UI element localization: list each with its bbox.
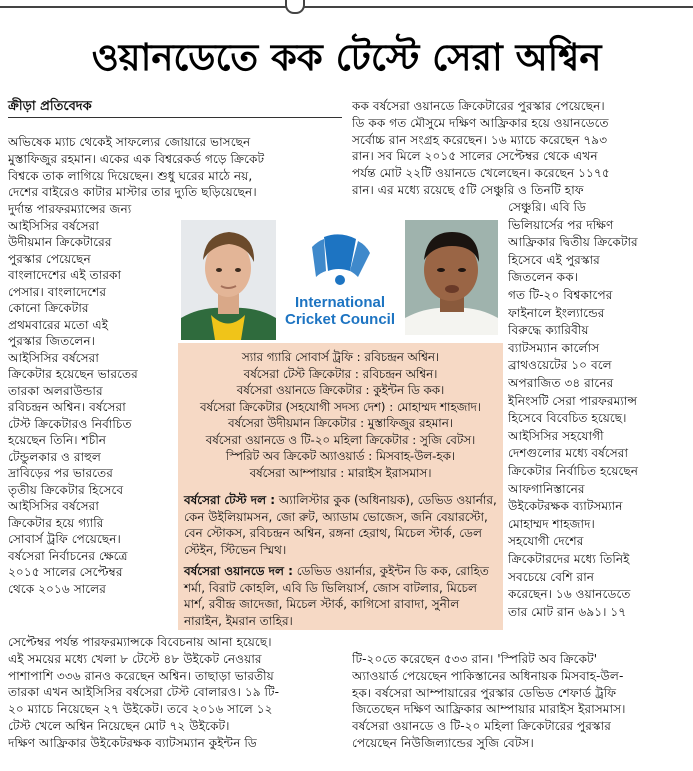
byline-rule xyxy=(8,117,342,118)
text-line: ব্রাথওয়েটের ১০ বলে xyxy=(508,358,612,373)
text-line: ক্রিকেটারদের মধ্যে তিনিই xyxy=(508,552,630,566)
text-line: প্রথমবারের মতো এই xyxy=(8,317,109,332)
text-line: দ্রাবিড়ের পর ভারতের xyxy=(8,466,113,480)
text-line: অ্যাওয়ার্ড পেয়েছেন পাকিস্তানের অধিনায়ক মিসবাহ-উল- xyxy=(352,668,624,683)
award-line: বর্ষসেরা আম্পায়ার : মারাইস ইরাসমাস। xyxy=(249,465,432,480)
text-line: আইসিসির বর্ষসেরা xyxy=(8,218,99,233)
text-line: উদীয়মান ক্রিকেটারের xyxy=(8,235,112,249)
text-line: তারকা অলরাউন্ডার xyxy=(8,383,103,398)
byline: ক্রীড়া প্রতিবেদক xyxy=(8,99,92,114)
test-team-block xyxy=(184,492,497,558)
test-team-line: অ্যালিস্টার কুক (অধিনায়ক), ডেভিড ওয়ার্নার, xyxy=(275,493,497,507)
award-line: বর্ষসেরা উদীয়মান ক্রিকেটার : মুস্তাফিজুর রহমান। xyxy=(228,416,453,430)
text-line: ক্রিকেটার নির্বাচিত হয়েছেন xyxy=(508,464,639,478)
odi-team-line: নারাইন, ইমরান তাহির। xyxy=(184,613,293,628)
text-line: রান। সব মিলে ২০১৫ সালের সেপ্টেম্বর থেকে এখন xyxy=(352,149,598,164)
text-line: তৃতীয় ক্রিকেটার হিসেবে xyxy=(8,482,124,497)
text-line: তার মোট রান ৬৯১। ১৭ xyxy=(508,604,627,619)
text-line: হক। বর্ষসেরা আম্পায়ারের পুরস্কার ডেভিড শেফার্ড ট্রফি xyxy=(352,685,617,700)
odi-team-label: বর্ষসেরা ওয়ানডে দল : xyxy=(184,564,293,578)
text-line: সেপ্টেম্বর পর্যন্ত পারফরম্যান্সকে বিবেচনায় আনা হয়েছে। xyxy=(8,635,272,649)
headline: ওয়ানডেতে কক টেস্টে সেরা অশ্বিন xyxy=(91,36,602,79)
text-line: আফ্রিকার দ্বিতীয় ক্রিকেটার xyxy=(508,235,638,250)
text-line: সর্বোচ্চ রান সংগ্রহ করেছেন। ১৬ ম্যাচে করেছেন ৭৯৩ xyxy=(352,132,608,147)
text-line: অভিষেক ম্যাচ থেকেই সাফল্যের জোয়ারে ভাসছেন xyxy=(8,135,251,149)
text-line: আইসিসির বর্ষসেরা xyxy=(8,350,99,365)
award-line: বর্ষসেরা ওয়ানডে ও টি-২০ মহিলা ক্রিকেটার : সুজি বেটস। xyxy=(205,432,476,447)
text-line: পেসার। বাংলাদেশের xyxy=(8,284,107,299)
page-tab-marker xyxy=(285,0,305,14)
odi-team-block xyxy=(184,563,489,629)
text-line: সহযোগী দেশের xyxy=(508,534,584,549)
text-line: বর্ষসেরা নির্বাচনের ক্ষেত্রে xyxy=(8,548,128,563)
award-line: স্পিরিট অব ক্রিকেট অ্যাওয়ার্ড : মিসবাহ-উল-হক। xyxy=(225,449,456,463)
text-line: ক্রিকেটার হয়েছেন ভারতের xyxy=(8,367,138,381)
text-line: টেস্ট খেলে অশ্বিন নিয়েছেন মোট ৭২ উইকেট। xyxy=(8,719,230,733)
text-line: বর্ষসেরা ওয়ানডে ও টি-২০ মহিলা ক্রিকেটারের পুরস্কার xyxy=(352,719,611,734)
text-line: ২০ ম্যাচে নিয়েছেন ২৭ উইকেট। তবে ২০১৬ সালে ১২ xyxy=(8,702,273,717)
text-line: আইসিসির সহযোগী xyxy=(508,428,604,443)
text-line: দুর্দান্ত পারফরম্যান্সের জন্য xyxy=(8,202,132,216)
text-line: টি-২০তে করেছেন ৫৩৩ রান। 'স্পিরিট অব ক্রিকেট' xyxy=(352,652,598,666)
text-line: থেকে ২০১৬ সালের xyxy=(8,581,106,596)
text-line: ক্রিকেটার হয়ে গ্যারি xyxy=(8,515,104,530)
text-line: তারকা এখন আইসিসির বর্ষসেরা টেস্ট বোলারও। ১৯ টি- xyxy=(8,685,280,700)
text-line: হিসেবে এই পুরস্কার xyxy=(508,252,600,267)
text-line: বিশ্বকে তাক লাগিয়ে দিয়েছেন। শুধু ঘরের মাঠে নয়, xyxy=(8,168,253,183)
text-line: সেঞ্চুরি। এবি ডি xyxy=(508,200,586,214)
text-line: রান। এর মধ্যে রয়েছে ৫টি সেঞ্চুরি ও তিনটি হাফ xyxy=(352,183,584,197)
icc-logo-line2: Cricket Council xyxy=(284,311,396,328)
text-line: আফগানিস্তানের xyxy=(508,481,585,496)
test-team-label: বর্ষসেরা টেস্ট দল : xyxy=(184,493,276,507)
text-line: দক্ষিণ আফ্রিকার উইকেটরক্ষক ব্যাটসম্যান কুইন্টন ডি xyxy=(8,735,257,750)
text-line: আইসিসির বর্ষসেরা xyxy=(8,499,99,513)
text-line: জিতেছেন দক্ষিণ আফ্রিকার আম্পায়ার মারাইস ইরাসমাস। xyxy=(352,702,626,717)
text-line: উইকেটরক্ষক ব্যাটসম্যান xyxy=(508,499,623,514)
text-line: পর্যন্ত মোট ২২টি ওয়ানডে খেলেছেন। করেছেন ১১৭৫ xyxy=(352,166,610,181)
icc-logo-line1: International xyxy=(294,294,386,311)
text-line: দেশগুলোর মধ্যে বর্ষসেরা xyxy=(508,446,629,461)
odi-team-line: ডেভিড ওয়ার্নার, কুইন্টন ডি কক, রোহিত xyxy=(292,564,489,578)
text-line: কোনো ক্রিকেটার xyxy=(8,301,89,315)
icc-logo xyxy=(278,225,403,335)
odi-team-line: শর্মা, বিরাট কোহলি, এবি ডি ভিলিয়ার্স, জোস বাটলার, মিচেল xyxy=(184,580,477,595)
text-line: টেন্ডুলকার ও রাহুল xyxy=(8,449,101,464)
text-line: কক বর্ষসেরা ওয়ানডে ক্রিকেটারের পুরস্কার পেয়েছেন। xyxy=(352,99,605,113)
text-line: ব্যাটসম্যান কার্লোস xyxy=(508,340,600,355)
award-line: স্যার গ্যারি সোবার্স ট্রফি : রবিচন্দ্রন অশ্বিন। xyxy=(241,350,440,364)
test-team-line: বেন স্টোকস, রবিচন্দ্রন অশ্বিন, রঙ্গনা হেরাথ, মিচেল স্টার্ক, ডেল xyxy=(184,526,482,541)
top-rule xyxy=(0,6,693,8)
text-line: হয়েছেন তিনি। শচীন xyxy=(8,433,107,447)
text-line: ২০১৫ সালের সেপ্টেম্বর xyxy=(8,565,123,579)
test-team-line: স্টেইন, স্টিভেন স্মিথ। xyxy=(184,542,287,557)
photo-quinton-de-kock xyxy=(181,220,276,340)
text-line: এই সময়ের মধ্যে খেলা ৮ টেস্টে ৪৮ উইকেট নেওয়ার xyxy=(8,651,262,666)
text-line: ভিলিয়ার্সের পর দক্ষিণ xyxy=(508,217,614,232)
text-line: বিরুদ্ধে ক্যারিবীয় xyxy=(508,323,589,338)
text-line: পুরস্কার পেয়েছেন xyxy=(8,251,91,266)
text-line: সবচেয়ে বেশি রান xyxy=(508,569,595,584)
text-line: মুস্তাফিজুর রহমান। একের এক বিশ্বরেকর্ড গড়ে ক্রিকেট xyxy=(8,151,265,166)
test-team-line: কেন উইলিয়ামসন, জো রুট, অ্যাডাম ভোজেস, জনি বেয়ারস্টো, xyxy=(184,509,488,524)
text-line: মোহাম্মদ শাহজাদ। xyxy=(508,516,595,531)
text-line: পুরস্কার জিতলেন। xyxy=(8,334,96,348)
text-line: অপরাজিত ৩৪ রানের xyxy=(508,376,614,390)
odi-team-line: মার্শ, রবীন্দ্র জাদেজা, মিচেল স্টার্ক, কাগিসো রাবাদা, সুনীল xyxy=(184,597,460,612)
award-line: বর্ষসেরা টেস্ট ক্রিকেটার : রবিচন্দ্রন অশ্বিন। xyxy=(243,366,438,381)
text-line: পেয়েছেন নিউজিল্যান্ডের সুজি বেটস। xyxy=(352,736,534,750)
text-line: পাশাপাশি ৩৩৬ রানও করেছেন অশ্বিন। তাছাড়া ভারতীয় xyxy=(8,668,274,683)
text-line: ইনিংসটি সেরা পারফরম্যান্স xyxy=(508,393,638,408)
award-line: বর্ষসেরা ক্রিকেটার (সহযোগী সদস্য দেশ) : মোহাম্মদ শাহজাদ। xyxy=(199,399,482,414)
text-line: ডি কক গত মৌসুমে দক্ষিণ আফ্রিকার হয়ে ওয়ানডেতে xyxy=(352,115,609,130)
text-line: টেস্ট ক্রিকেটারও নির্বাচিত xyxy=(8,416,132,431)
photo-ravichandran-ashwin xyxy=(405,220,498,335)
text-line: দেশের বাইরেও কাটার মাস্টার তার দ্যুতি ছড়িয়েছেন। xyxy=(8,185,257,200)
text-line: সোবার্স ট্রফি পেয়েছেন। xyxy=(8,532,121,546)
award-line: বর্ষসেরা ওয়ানডে ক্রিকেটার : কুইন্টন ডি কক। xyxy=(236,383,445,397)
text-line: রবিচন্দ্রন অশ্বিন। বর্ষসেরা xyxy=(8,400,126,414)
text-line: করেছেন। ১৬ ওয়ানডেতে xyxy=(508,587,631,602)
text-line: ফাইনালে ইংল্যান্ডের xyxy=(508,305,605,320)
text-line: জিতলেন কক। xyxy=(508,270,579,285)
text-line: হিসেবে বিবেচিত হয়েছে। xyxy=(508,411,627,426)
text-line: বাংলাদেশের এই তারকা xyxy=(8,268,122,282)
text-line: গত টি-২০ বিশ্বকাপের xyxy=(508,288,613,302)
